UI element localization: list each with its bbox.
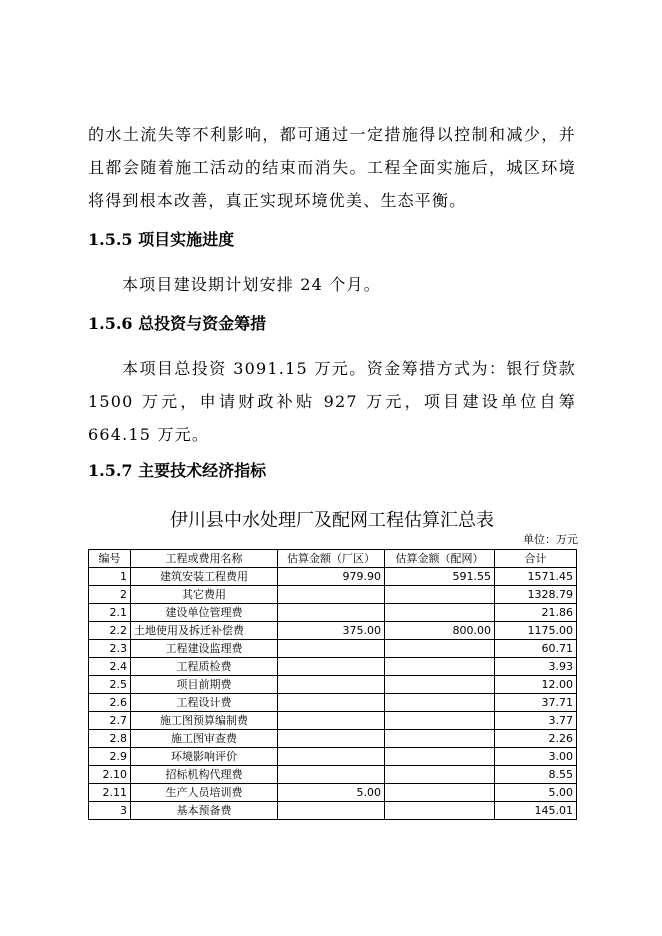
cell-plant [278,802,385,820]
cell-plant [278,604,385,622]
cell-name: 工程质检费 [131,658,278,676]
estimate-summary-table [88,549,577,820]
table-unit: 单位：万元 [523,533,578,546]
table-row [89,694,577,712]
cell-total: 145.01 [495,802,577,820]
table-row [89,712,577,730]
cell-no: 2.11 [89,784,131,802]
cell-name: 工程建设监理费 [131,640,278,658]
cell-name: 基本预备费 [131,802,278,820]
cell-plant: 5.00 [278,784,385,802]
table-title: 伊川县中水处理厂及配网工程估算汇总表 [170,510,494,531]
cell-plant [278,712,385,730]
paragraph-environment: 的水土流失等不利影响，都可通过一定措施得以控制和减少，并且都会随着施工活动的结束而消失。工程全面实施后，城区环境将得到根本改善，真正实现环境优美、生态平衡。 [88,125,576,210]
cell-no: 2.10 [89,766,131,784]
cell-no: 2.6 [89,694,131,712]
cell-name: 施工图预算编制费 [131,712,278,730]
heading-implementation-schedule: 1.5.5 项目实施进度 [88,230,235,249]
cell-total: 2.26 [495,730,577,748]
cell-no: 2.9 [89,748,131,766]
cell-name: 建筑安装工程费用 [131,568,278,586]
cell-no: 2.2 [89,622,131,640]
cell-plant: 979.90 [278,568,385,586]
table-row [89,640,577,658]
cell-total: 21.86 [495,604,577,622]
cell-no: 2.1 [89,604,131,622]
table-row [89,586,577,604]
cell-network [385,802,495,820]
cell-no: 1 [89,568,131,586]
table-row [89,802,577,820]
cell-no: 2.5 [89,676,131,694]
cell-total: 37.71 [495,694,577,712]
cell-total: 3.93 [495,658,577,676]
cell-network: 800.00 [385,622,495,640]
cell-total: 60.71 [495,640,577,658]
cell-no: 2.8 [89,730,131,748]
cell-no: 2 [89,586,131,604]
cell-network [385,712,495,730]
cell-network [385,748,495,766]
cell-network: 591.55 [385,568,495,586]
table-row [89,568,577,586]
cell-name: 项目前期费 [131,676,278,694]
cell-name: 土地使用及拆迁补偿费 [131,622,278,640]
paragraph-investment: 本项目总投资 3091.15 万元。资金筹措方式为：银行贷款 1500 万元，申请财政补贴 927 万元，项目建设单位自筹 664.15 万元。 [88,359,576,444]
cell-total: 1328.79 [495,586,577,604]
paragraph-construction-period: 本项目建设期计划安排 24 个月。 [122,275,381,294]
table-row [89,784,577,802]
cell-plant [278,694,385,712]
cell-plant [278,658,385,676]
table-row [89,622,577,640]
cell-name: 建设单位管理费 [131,604,278,622]
table-row [89,748,577,766]
cell-total: 3.00 [495,748,577,766]
cell-total: 3.77 [495,712,577,730]
cell-no: 2.7 [89,712,131,730]
header-no: 编号 [89,550,131,568]
cell-network [385,676,495,694]
cell-total: 1571.45 [495,568,577,586]
cell-plant [278,640,385,658]
table-row [89,604,577,622]
header-network: 估算金额（配网） [385,550,495,568]
cell-no: 2.3 [89,640,131,658]
table-row [89,730,577,748]
cell-plant [278,676,385,694]
cell-plant [278,748,385,766]
cell-plant [278,586,385,604]
heading-investment-financing: 1.5.6 总投资与资金筹措 [88,314,267,333]
cell-network [385,586,495,604]
cell-network [385,784,495,802]
table-row [89,658,577,676]
header-total: 合计 [495,550,577,568]
cell-name: 施工图审查费 [131,730,278,748]
table-row [89,766,577,784]
cell-plant [278,766,385,784]
cell-no: 2.4 [89,658,131,676]
cell-plant: 375.00 [278,622,385,640]
cell-total: 12.00 [495,676,577,694]
header-name: 工程或费用名称 [131,550,278,568]
cell-name: 工程设计费 [131,694,278,712]
header-plant: 估算金额（厂区） [278,550,385,568]
cell-total: 8.55 [495,766,577,784]
cell-name: 其它费用 [131,586,278,604]
cell-plant [278,730,385,748]
heading-key-indicators: 1.5.7 主要技术经济指标 [88,461,267,480]
cell-name: 招标机构代理费 [131,766,278,784]
cell-no: 3 [89,802,131,820]
cell-total: 1175.00 [495,622,577,640]
table-row [89,676,577,694]
table-header-row [89,550,577,568]
cell-network [385,640,495,658]
cell-network [385,658,495,676]
cell-total: 5.00 [495,784,577,802]
cell-network [385,730,495,748]
cell-network [385,694,495,712]
cell-name: 环境影响评价 [131,748,278,766]
cell-network [385,604,495,622]
cell-network [385,766,495,784]
cell-name: 生产人员培训费 [131,784,278,802]
